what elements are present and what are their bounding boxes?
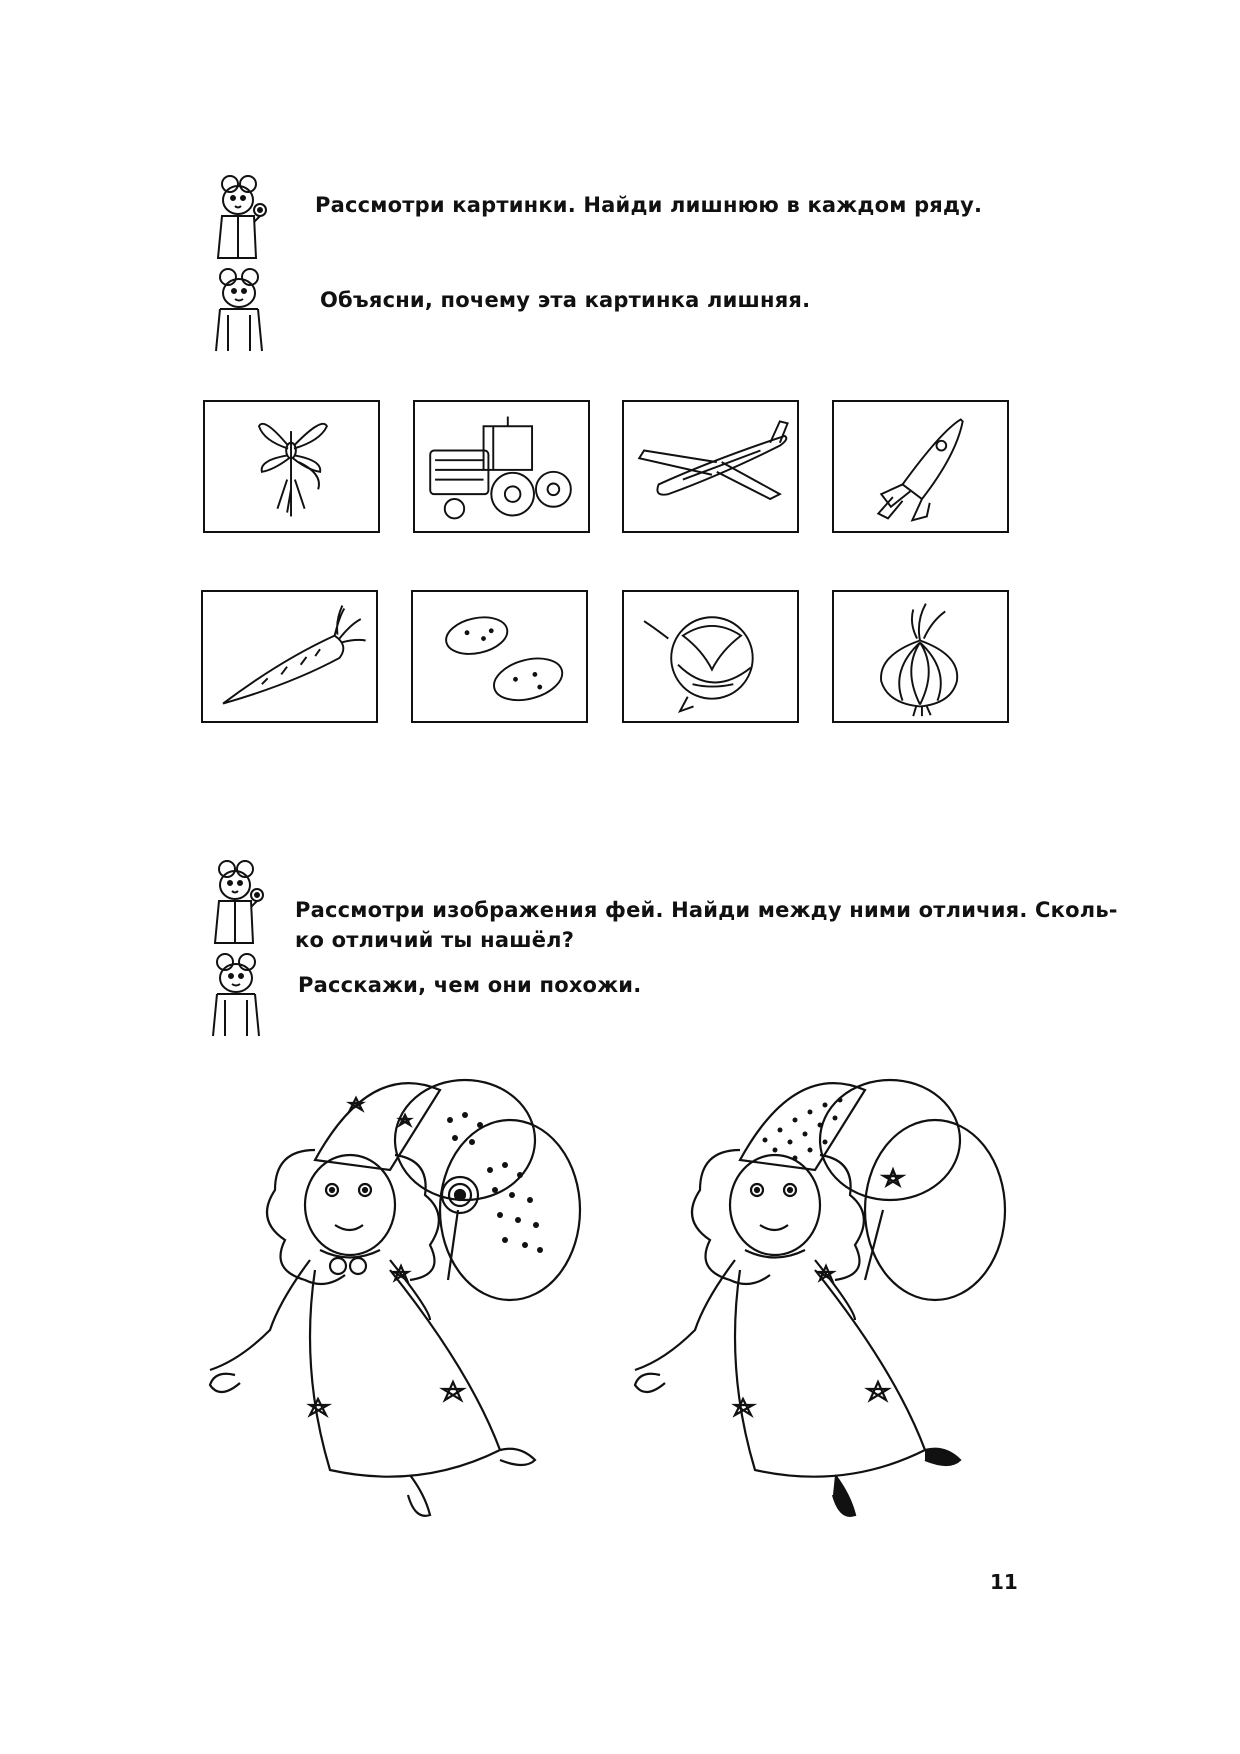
page-number: 11 — [990, 1570, 1018, 1594]
card-airplane[interactable] — [622, 400, 799, 533]
dragonfly-icon — [205, 402, 378, 531]
mascot-with-flower-icon — [205, 855, 267, 947]
tractor-icon — [415, 402, 588, 531]
card-rocket[interactable] — [832, 400, 1009, 533]
card-cabbage[interactable] — [622, 590, 799, 723]
rocket-icon — [834, 402, 1007, 531]
fairy-left-illustration — [200, 1070, 610, 1530]
instruction-find-odd-one: Рассмотри картинки. Найди лишнюю в каждом ряду. — [315, 193, 983, 217]
instruction-fairies-line-1: Рассмотри изображения фей. Найди между ними отличия. Сколь- — [295, 898, 1118, 922]
card-carrot[interactable] — [201, 590, 378, 723]
instruction-fairies-line-2: ко отличий ты нашёл? — [295, 928, 575, 953]
onion-icon — [834, 592, 1007, 721]
potatoes-icon — [413, 592, 586, 721]
card-dragonfly[interactable] — [203, 400, 380, 533]
instruction-explain-why: Объясни, почему эта картинка лишняя. — [320, 288, 811, 312]
instruction-similarities: Расскажи, чем они похожи. — [298, 973, 642, 997]
mascot-girl-icon — [205, 950, 267, 1038]
cabbage-icon — [624, 592, 797, 721]
card-tractor[interactable] — [413, 400, 590, 533]
mascot-girl-icon — [208, 265, 270, 353]
airplane-icon — [624, 402, 797, 531]
instruction-fairies — [295, 895, 1118, 956]
wing-dotted — [440, 1120, 580, 1300]
fairy-right-illustration — [625, 1070, 1035, 1530]
carrot-icon — [203, 592, 376, 721]
card-onion[interactable] — [832, 590, 1009, 723]
card-potatoes[interactable] — [411, 590, 588, 723]
mascot-with-flower-icon — [208, 170, 270, 262]
